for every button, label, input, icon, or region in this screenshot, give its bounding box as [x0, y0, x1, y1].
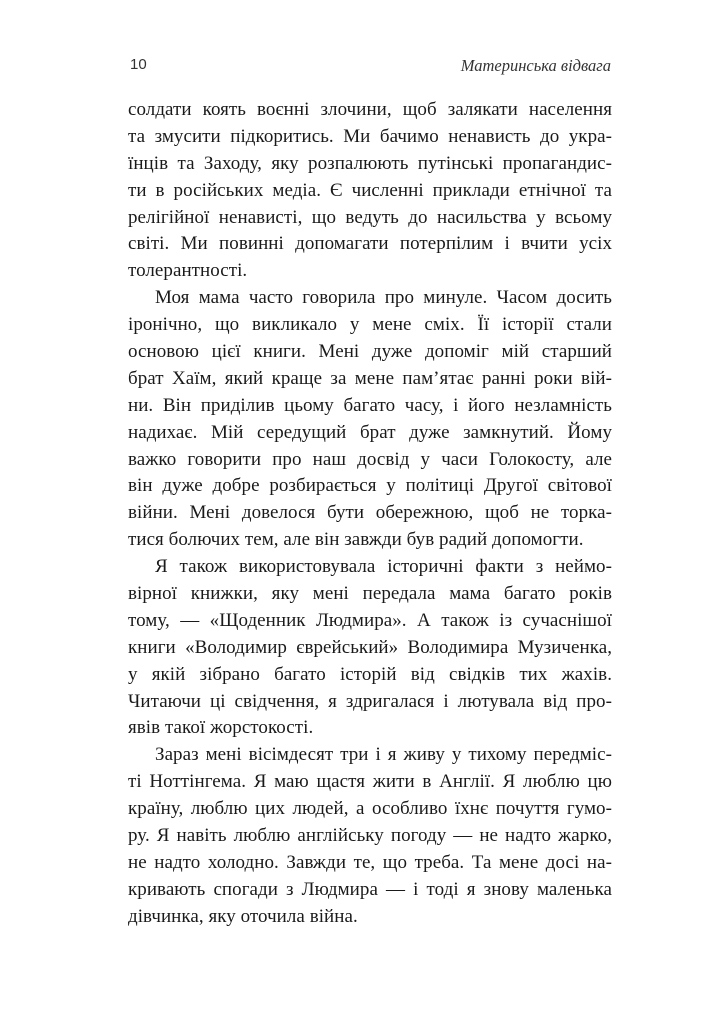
text-line: ті Ноттінгема. Я маю щастя жити в Англії. Я люблю цю [128, 771, 612, 793]
text-line: книги «Володимир єврейський» Володимира Музиченка, [128, 636, 612, 658]
text-line: важко говорити про наш досвід у часи Голокосту, але [128, 448, 612, 470]
text-line: тися болючих тем, але він завжди був радий допомогти. [128, 529, 584, 551]
text-line: тому, — «Щоденник Людмира». А також із сучаснішої [128, 609, 612, 631]
text-line: надихає. Мій середущий брат дуже замкнутий. Йому [128, 421, 612, 443]
text-line: їнців та Заходу, яку розпалюють путінські пропагандис- [128, 152, 612, 174]
text-line: іронічно, що викликало у мене сміх. Її історії стали [128, 314, 612, 336]
text-line: у якій зібрано багато історій від свідків тих жахів. [128, 663, 612, 685]
text-line: кривають спогади з Людмира — і тоді я знову маленька [128, 878, 612, 900]
text-line: ру. Я навіть люблю англійську погоду — не надто жарко, [128, 825, 612, 847]
text-line: він дуже добре розбирається у політиці Другої світової [128, 475, 612, 497]
paragraph-first-line: Я також використовувала історичні факти з неймо- [155, 556, 612, 578]
paragraph-first-line: Зараз мені вісімдесят три і я живу у тихому передміс- [155, 744, 612, 766]
text-line: ти в російських медіа. Є численні приклади етнічної та [128, 179, 612, 201]
text-line: брат Хаїм, який краще за мене пам’ятає ранні роки вій- [128, 367, 612, 389]
text-line: релігійної ненависті, що ведуть до насильства у всьому [128, 206, 612, 228]
text-line: війни. Мені довелося бути обережною, щоб не торка- [128, 502, 612, 524]
text-line: вірної книжки, яку мені передала мама багато років [128, 583, 612, 605]
running-title: Материнська відвага [460, 56, 611, 75]
page-header [130, 56, 611, 80]
text-line: ни. Він приділив цьому багато часу, і його незламність [128, 394, 612, 416]
text-line: не надто холодно. Завжди те, що треба. Та мене досі на- [128, 851, 612, 873]
text-line: основою цієї книги. Мені дуже допоміг мій старший [128, 341, 612, 363]
text-line: та змусити підкоритись. Ми бачимо ненависть до укра- [128, 125, 612, 147]
body-text [128, 97, 612, 931]
text-line: світі. Ми повинні допомагати потерпілим і вчити усіх [128, 233, 612, 255]
text-line: явів такої жорстокості. [128, 717, 314, 739]
paragraph-first-line: Моя мама часто говорила про минуле. Часом досить [155, 287, 612, 309]
text-line: Читаючи ці свідчення, я здригалася і лютувала від про- [128, 690, 612, 712]
text-line: толерантності. [128, 260, 248, 282]
page-number: 10 [130, 56, 147, 73]
text-line: солдати коять воєнні злочини, щоб залякати населення [128, 99, 612, 120]
text-line: країну, люблю цих людей, а особливо їхнє почуття гумо- [128, 798, 612, 820]
text-line: дівчинка, яку оточила війна. [128, 905, 358, 927]
